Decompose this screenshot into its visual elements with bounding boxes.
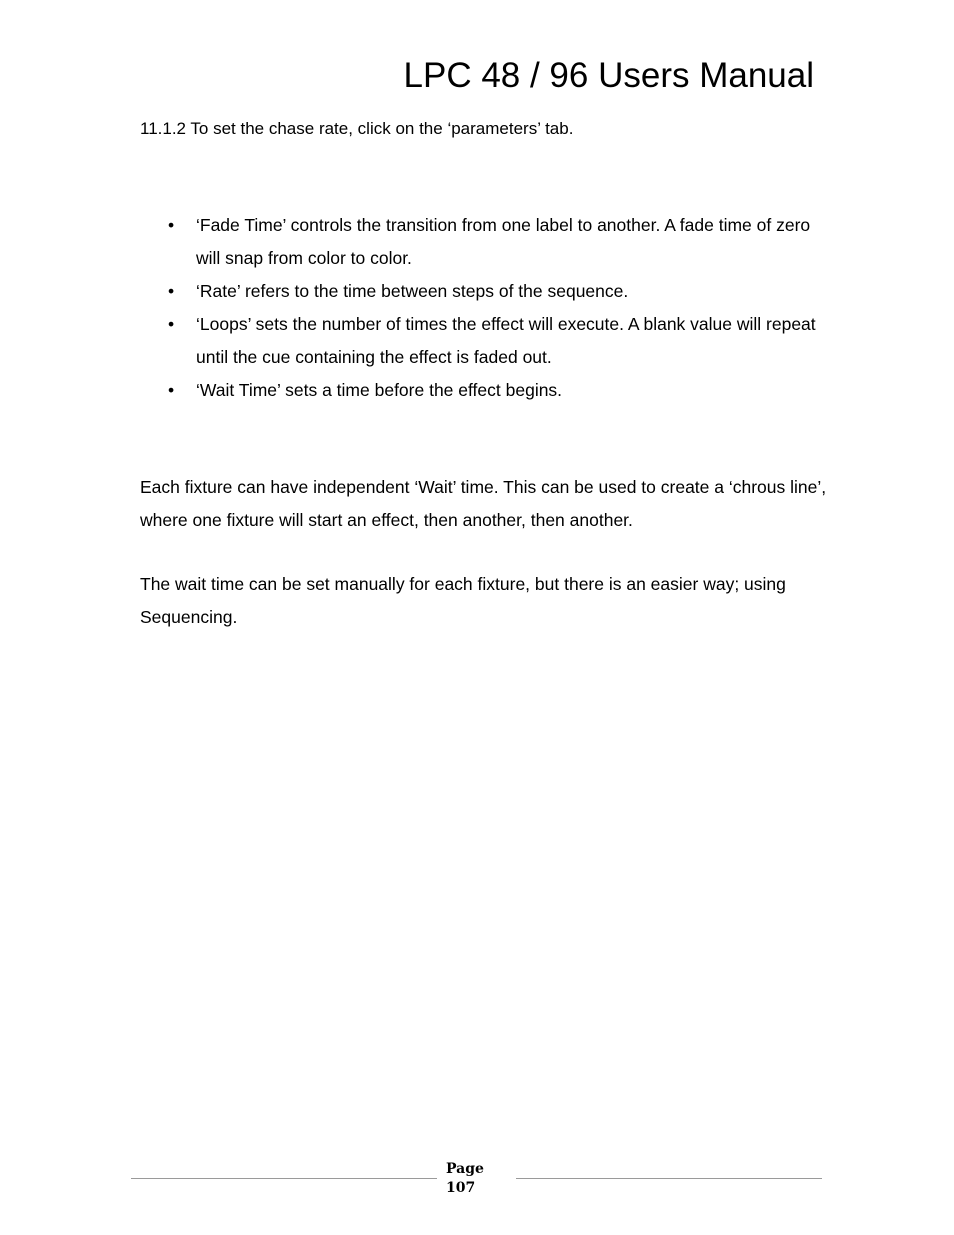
step-instruction: 11.1.2 To set the chase rate, click on the ‘parameters’ tab. [140, 119, 574, 138]
bullet-icon: • [168, 281, 175, 301]
list-item-text: ‘Loops’ sets the number of times the effect will execute. A blank value will repeat until the cue containing the effect is faded out. [196, 314, 816, 367]
page-number-label [446, 1160, 484, 1198]
list-item [168, 209, 828, 275]
list-item-text: ‘Rate’ refers to the time between steps of the sequence. [196, 281, 629, 301]
list-item [168, 275, 828, 308]
footer-divider-right [516, 1178, 822, 1179]
footer-divider-left [131, 1178, 437, 1179]
bullet-icon: • [168, 380, 175, 400]
list-item [168, 308, 828, 374]
list-item [168, 374, 828, 407]
body-paragraph: Each fixture can have independent ‘Wait’ time. This can be used to create a ‘chrous line’, where one fixture will start an effect, then another, then another. [140, 477, 827, 530]
list-item-text: ‘Wait Time’ sets a time before the effect begins. [196, 380, 563, 400]
document-title: LPC 48 / 96 Users Manual [403, 56, 814, 95]
body-paragraph: The wait time can be set manually for each fixture, but there is an easier way; using Sequencing. [140, 574, 786, 627]
bullet-icon: • [168, 314, 175, 334]
parameter-list [168, 209, 828, 407]
page-footer [0, 1158, 954, 1208]
page-word: Page [446, 1161, 484, 1177]
page-number: 107 [446, 1180, 476, 1196]
bullet-icon: • [168, 215, 175, 235]
list-item-text: ‘Fade Time’ controls the transition from one label to another. A fade time of zero will snap from color to color. [196, 215, 811, 268]
